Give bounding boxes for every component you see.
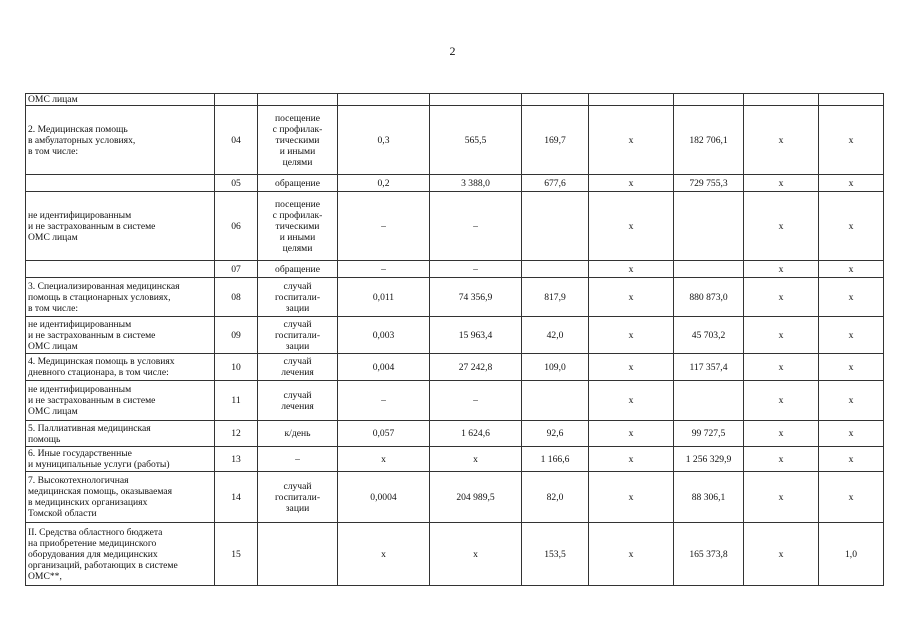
col-total-cell: 729 755,3 [674,175,744,192]
table-row [26,106,884,175]
col-total-cell: 88 306,1 [674,472,744,523]
col-share-b-cell: х [819,447,884,472]
col-x-cell: х [589,175,674,192]
col-share-b-cell: х [819,317,884,354]
row-unit-cell: случай госпитали- зации [258,278,338,317]
table-row [26,278,884,317]
col-rate-cell: 0,0004 [338,472,430,523]
table-row [26,523,884,586]
col-per-capita-cell: 92,6 [522,421,589,447]
row-name-cell [26,261,215,278]
col-x-cell: х [589,354,674,381]
row-name-cell: 2. Медицинская помощь в амбулаторных условиях, в том числе: [26,106,215,175]
row-unit-cell: случай лечения [258,381,338,421]
row-name-cell: не идентифицированным и не застрахованным в системе ОМС лицам [26,317,215,354]
col-share-a-cell: х [744,523,819,586]
table-row [26,175,884,192]
budget-table [25,93,884,586]
col-cost-cell: 204 989,5 [430,472,522,523]
table-row [26,192,884,261]
table-row [26,381,884,421]
row-name-cell: 5. Паллиативная медицинская помощь [26,421,215,447]
row-unit-cell: случай госпитали- зации [258,317,338,354]
row-unit-cell: посещение с профилак- тическими и иными целями [258,192,338,261]
col-rate-cell: 0,3 [338,106,430,175]
col-share-a-cell: х [744,354,819,381]
col-x-cell: х [589,278,674,317]
col-rate-cell: – [338,192,430,261]
col-rate-cell: 0,004 [338,354,430,381]
col-cost-cell: – [430,192,522,261]
col-rate-cell [338,94,430,106]
col-x-cell: х [589,381,674,421]
row-unit-cell: обращение [258,261,338,278]
row-unit-cell: случай лечения [258,354,338,381]
col-share-a-cell: х [744,447,819,472]
col-x-cell: х [589,192,674,261]
col-per-capita-cell [522,192,589,261]
col-total-cell [674,192,744,261]
col-total-cell [674,381,744,421]
col-per-capita-cell: 677,6 [522,175,589,192]
col-share-a-cell: х [744,192,819,261]
col-total-cell [674,94,744,106]
col-cost-cell: х [430,523,522,586]
col-per-capita-cell: 82,0 [522,472,589,523]
row-code-cell: 15 [215,523,258,586]
row-code-cell: 09 [215,317,258,354]
page-number: 2 [449,44,456,58]
col-share-a-cell: х [744,472,819,523]
col-share-a-cell: х [744,106,819,175]
row-unit-cell [258,94,338,106]
col-total-cell: 880 873,0 [674,278,744,317]
row-name-cell: не идентифицированным и не застрахованным в системе ОМС лицам [26,381,215,421]
table-row [26,447,884,472]
col-rate-cell: х [338,447,430,472]
col-per-capita-cell: 169,7 [522,106,589,175]
col-share-b-cell: 1,0 [819,523,884,586]
col-cost-cell: 1 624,6 [430,421,522,447]
col-total-cell: 99 727,5 [674,421,744,447]
col-rate-cell: х [338,523,430,586]
col-per-capita-cell [522,381,589,421]
col-x-cell: х [589,317,674,354]
row-name-cell: 3. Специализированная медицинская помощь в стационарных условиях, в том числе: [26,278,215,317]
col-per-capita-cell: 42,0 [522,317,589,354]
table-row [26,354,884,381]
col-total-cell: 182 706,1 [674,106,744,175]
row-name-cell: 7. Высокотехнологичная медицинская помощь, оказываемая в медицинских организациях Томской области [26,472,215,523]
col-share-b-cell: х [819,421,884,447]
col-total-cell: 45 703,2 [674,317,744,354]
col-cost-cell: 3 388,0 [430,175,522,192]
col-x-cell: х [589,447,674,472]
col-total-cell [674,261,744,278]
row-name-cell: 4. Медицинская помощь в условиях дневного стационара, в том числе: [26,354,215,381]
col-per-capita-cell: 1 166,6 [522,447,589,472]
col-rate-cell: – [338,261,430,278]
col-share-a-cell: х [744,175,819,192]
col-share-b-cell: х [819,472,884,523]
col-x-cell [589,94,674,106]
row-name-cell: ОМС лицам [26,94,215,106]
col-rate-cell: 0,057 [338,421,430,447]
col-share-b-cell: х [819,261,884,278]
row-unit-cell [258,523,338,586]
col-x-cell: х [589,106,674,175]
col-share-b-cell: х [819,278,884,317]
row-unit-cell: обращение [258,175,338,192]
col-share-a-cell: х [744,317,819,354]
table-row [26,261,884,278]
row-code-cell: 10 [215,354,258,381]
row-unit-cell: посещение с профилак- тическими и иными целями [258,106,338,175]
table-row [26,317,884,354]
col-x-cell: х [589,523,674,586]
row-code-cell: 08 [215,278,258,317]
row-unit-cell: к/день [258,421,338,447]
row-name-cell [26,175,215,192]
col-share-b-cell: х [819,106,884,175]
row-code-cell: 04 [215,106,258,175]
col-share-b-cell: х [819,175,884,192]
col-cost-cell: 565,5 [430,106,522,175]
col-x-cell: х [589,472,674,523]
col-cost-cell [430,94,522,106]
col-share-b-cell [819,94,884,106]
row-name-cell: 6. Иные государственные и муниципальные услуги (работы) [26,447,215,472]
row-code-cell: 05 [215,175,258,192]
row-code-cell [215,94,258,106]
col-per-capita-cell: 153,5 [522,523,589,586]
row-code-cell: 11 [215,381,258,421]
row-code-cell: 07 [215,261,258,278]
col-share-a-cell: х [744,381,819,421]
row-unit-cell: – [258,447,338,472]
col-cost-cell: 15 963,4 [430,317,522,354]
row-code-cell: 14 [215,472,258,523]
col-total-cell: 165 373,8 [674,523,744,586]
table-row [26,472,884,523]
col-cost-cell: – [430,261,522,278]
col-per-capita-cell: 817,9 [522,278,589,317]
table-row [26,94,884,106]
col-share-a-cell: х [744,278,819,317]
col-cost-cell: х [430,447,522,472]
col-rate-cell: – [338,381,430,421]
col-rate-cell: 0,011 [338,278,430,317]
row-code-cell: 12 [215,421,258,447]
col-share-a-cell: х [744,421,819,447]
col-cost-cell: 74 356,9 [430,278,522,317]
row-code-cell: 13 [215,447,258,472]
col-share-b-cell: х [819,192,884,261]
table-row [26,421,884,447]
col-cost-cell: – [430,381,522,421]
col-cost-cell: 27 242,8 [430,354,522,381]
row-unit-cell: случай госпитали- зации [258,472,338,523]
col-share-b-cell: х [819,354,884,381]
row-name-cell: не идентифицированным и не застрахованным в системе ОМС лицам [26,192,215,261]
col-per-capita-cell [522,94,589,106]
col-share-a-cell: х [744,261,819,278]
col-per-capita-cell [522,261,589,278]
col-x-cell: х [589,421,674,447]
col-share-b-cell: х [819,381,884,421]
row-code-cell: 06 [215,192,258,261]
col-per-capita-cell: 109,0 [522,354,589,381]
row-name-cell: II. Средства областного бюджета на приобретение медицинского оборудования для медицинских организаций, работающих в системе ОМС**, [26,523,215,586]
col-rate-cell: 0,003 [338,317,430,354]
col-x-cell: х [589,261,674,278]
col-total-cell: 1 256 329,9 [674,447,744,472]
col-total-cell: 117 357,4 [674,354,744,381]
col-rate-cell: 0,2 [338,175,430,192]
col-share-a-cell [744,94,819,106]
